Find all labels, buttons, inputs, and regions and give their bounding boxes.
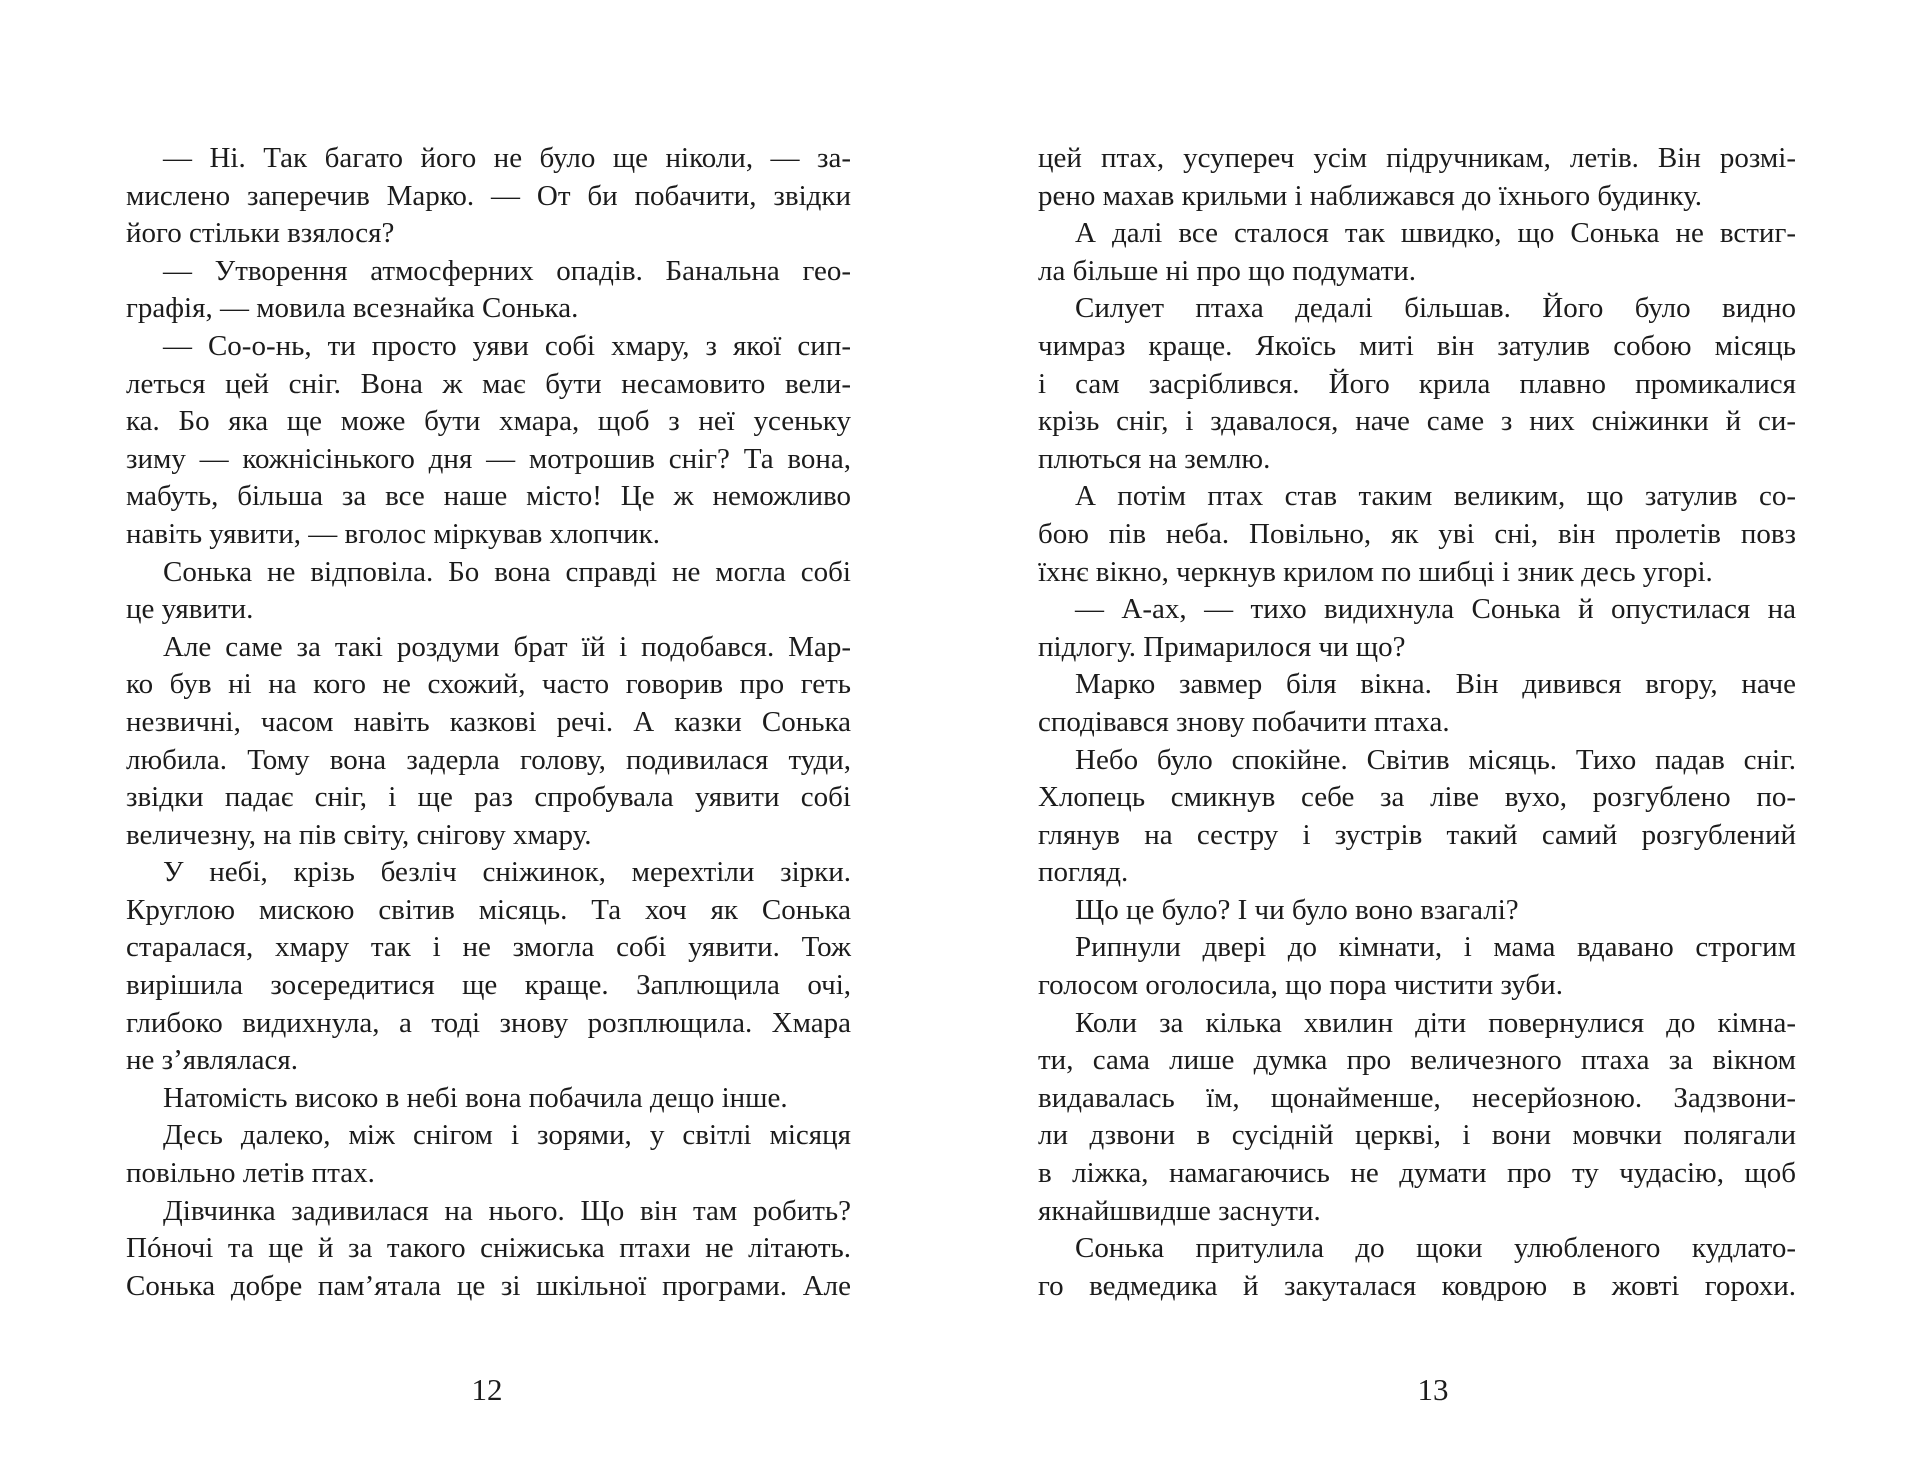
text-line: ли дзвони в сусідній церкві, і вони мовчки полягали <box>1038 1119 1796 1152</box>
text-line: ти, сама лише думка про величезного птаха за вікном <box>1038 1044 1796 1077</box>
paragraph <box>126 140 851 253</box>
text-line: А далі все сталося так швидко, що Сонька не встиг- <box>1075 217 1796 250</box>
text-line: Натомість високо в небі вона побачила дещо інше. <box>163 1081 788 1114</box>
text-line: ла більше ні про що подумати. <box>1038 254 1417 287</box>
text-line: Дівчинка задивилася на нього. Що він там робить? <box>163 1194 851 1227</box>
text-line: А потім птах став таким великим, що затулив со- <box>1075 480 1796 513</box>
text-line: — Ні. Так багато його не було ще ніколи, — за- <box>163 142 851 174</box>
text-line: — Утворення атмосферних опадів. Банальна гео- <box>163 254 851 287</box>
text-line: Але саме за такі роздуми брат їй і подобався. Мар- <box>163 630 851 663</box>
text-line: його стільки взялося? <box>126 217 395 250</box>
paragraph <box>1038 742 1796 892</box>
text-line: У небі, крізь безліч сніжинок, мерехтіли зірки. <box>163 856 851 889</box>
text-line: це уявити. <box>126 593 254 626</box>
paragraph <box>126 328 851 554</box>
paragraph <box>126 253 851 328</box>
text-line: Пóночі та ще й за такого сніжиська птахи не літають. <box>126 1232 851 1265</box>
text-line: видавалась їм, щонайменше, несерйозною. Задзвони- <box>1038 1081 1796 1114</box>
text-line: Сонька добре пам’ятала це зі шкільної програми. Але <box>126 1269 851 1302</box>
text-line: цей птах, усупереч усім підручникам, летів. Він розмі- <box>1038 142 1796 174</box>
page-number-left: 12 <box>471 1372 503 1407</box>
text-line: бою пів неба. Повільно, як уві сні, він пролетів повз <box>1038 517 1796 550</box>
text-line: повільно летів птах. <box>126 1157 375 1190</box>
paragraph <box>1038 929 1796 1004</box>
text-line: Що це було? І чи було воно взагалі? <box>1075 893 1519 926</box>
text-line: голосом оголосила, що пора чистити зуби. <box>1038 969 1563 1002</box>
text-line: плються на землю. <box>1038 442 1271 475</box>
text-line: в ліжка, намагаючись не думати про ту чудасію, щоб <box>1038 1157 1796 1190</box>
paragraph <box>1038 666 1796 741</box>
text-line: звідки падає сніг, і ще раз спробувала уявити собі <box>126 781 851 814</box>
paragraph <box>1038 1230 1796 1305</box>
paragraph <box>1038 892 1796 930</box>
text-line: — Со-о-нь, ти просто уяви собі хмару, з якої сип- <box>163 329 851 362</box>
text-line: глибоко видихнула, а тоді знову розплющила. Хмара <box>126 1006 851 1039</box>
text-line: Десь далеко, між снігом і зорями, у світлі місяця <box>163 1119 851 1152</box>
text-line: го ведмедика й закуталася ковдрою в жовті горохи. <box>1038 1269 1796 1302</box>
paragraph <box>126 1080 851 1118</box>
text-line: навіть уявити, — вголос міркував хлопчик. <box>126 517 661 550</box>
paragraph <box>126 629 851 855</box>
paragraph <box>126 554 851 629</box>
text-line: рено махав крильми і наближався до їхнього будинку. <box>1038 179 1703 212</box>
text-line: погляд. <box>1038 856 1129 889</box>
paragraph <box>126 854 851 1080</box>
text-line: крізь сніг, і здавалося, наче саме з них сніжинки й си- <box>1038 405 1796 438</box>
paragraph <box>126 1193 851 1306</box>
text-line: любила. Тому вона задерла голову, подивилася туди, <box>126 743 851 776</box>
paragraph <box>126 1117 851 1192</box>
text-line: мислено заперечив Марко. — От би побачити, звідки <box>126 179 851 212</box>
text-line: вирішила зосередитися ще краще. Заплющила очі, <box>126 969 851 1002</box>
text-line: незвичні, часом навіть казкові речі. А казки Сонька <box>126 705 851 738</box>
text-line: Коли за кілька хвилин діти повернулися до кімна- <box>1075 1006 1796 1039</box>
text-line: Рипнули двері до кімнати, і мама вдавано строгим <box>1075 931 1796 964</box>
paragraph <box>1038 478 1796 591</box>
text-line: глянув на сестру і зустрів такий самий розгублений <box>1038 818 1796 851</box>
text-line: сподівався знову побачити птаха. <box>1038 705 1450 738</box>
left-page-text <box>126 140 851 1305</box>
text-line: Сонька не відповіла. Бо вона справді не могла собі <box>163 555 851 588</box>
text-line: ка. Бо яка ще може бути хмара, щоб з неї усеньку <box>126 405 851 438</box>
text-line: Сонька притулила до щоки улюбленого кудлато- <box>1075 1232 1796 1265</box>
text-line: мабуть, більша за все наше місто! Це ж неможливо <box>126 480 851 513</box>
text-line: Хлопець смикнув себе за ліве вухо, розгублено по- <box>1038 781 1796 814</box>
paragraph <box>1038 290 1796 478</box>
text-line: Круглою мискою світив місяць. Та хоч як Сонька <box>126 893 851 926</box>
text-line: ко був ні на кого не схожий, часто говорив про геть <box>126 668 851 701</box>
text-line: якнайшвидше заснути. <box>1038 1194 1321 1227</box>
text-line: старалася, хмару так і не змогла собі уявити. Тож <box>126 931 851 964</box>
text-line: величезну, на пів світу, снігову хмару. <box>126 818 592 851</box>
text-line: Марко завмер біля вікна. Він дивився вгору, наче <box>1075 668 1796 701</box>
text-line: чимраз краще. Якоїсь миті він затулив собою місяць <box>1038 329 1796 362</box>
paragraph <box>1038 140 1796 215</box>
text-line: графія, — мовила всезнайка Сонька. <box>126 292 579 325</box>
text-line: — А-ах, — тихо видихнула Сонька й опустилася на <box>1075 593 1796 626</box>
text-line: Силует птаха дедалі більшав. Його було видно <box>1075 292 1796 325</box>
paragraph <box>1038 591 1796 666</box>
paragraph <box>1038 1005 1796 1231</box>
text-line: не з’являлася. <box>126 1044 299 1077</box>
text-line: леться цей сніг. Вона ж має бути несамовито вели- <box>126 367 851 400</box>
page-number-right: 13 <box>1417 1372 1449 1407</box>
text-line: підлогу. Примарилося чи що? <box>1038 630 1406 663</box>
right-page-text <box>1038 140 1796 1305</box>
text-line: їхнє вікно, черкнув крилом по шибці і зник десь угорі. <box>1038 555 1713 588</box>
text-line: Небо було спокійне. Світив місяць. Тихо падав сніг. <box>1075 743 1796 776</box>
paragraph <box>1038 215 1796 290</box>
text-line: і сам засріблився. Його крила плавно промикалися <box>1038 367 1796 400</box>
text-line: зиму — кожнісінького дня — мотрошив сніг? Та вона, <box>126 442 851 475</box>
